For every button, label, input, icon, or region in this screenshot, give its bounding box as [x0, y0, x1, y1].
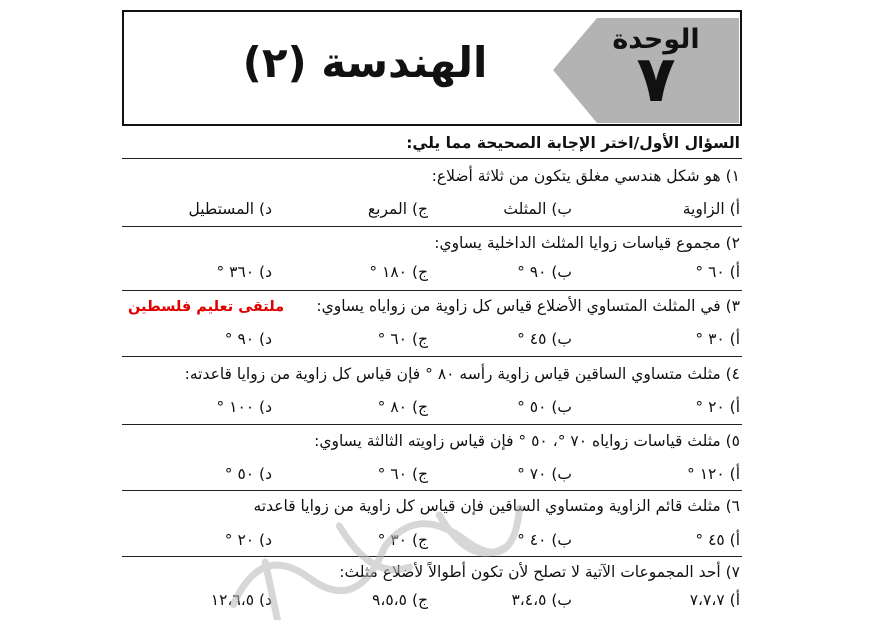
- question-2-option-c[interactable]: ج) ١٨٠ °: [369, 263, 428, 281]
- question-2-text: ٢) مجموع قياسات زوايا المثلث الداخلية يساوي:: [434, 234, 740, 252]
- question-6-option-d[interactable]: د) ٢٠ °: [224, 531, 272, 549]
- question-5-option-d[interactable]: د) ٥٠ °: [224, 465, 272, 483]
- divider: [122, 158, 742, 159]
- question-3-option-a[interactable]: أ) ٣٠ °: [695, 330, 740, 348]
- watermark: [205, 480, 535, 620]
- question-5-option-b[interactable]: ب) ٧٠ °: [517, 465, 572, 483]
- page-title: الهندسة (٢): [242, 38, 488, 87]
- section-title: السؤال الأول/اختر الإجابة الصحيحة مما يلي:: [406, 134, 740, 152]
- question-4-option-a[interactable]: أ) ٢٠ °: [695, 398, 740, 416]
- question-7-option-c[interactable]: ج) ٩،٥،٥: [372, 591, 428, 609]
- question-3-option-c[interactable]: ج) ٦٠ °: [377, 330, 428, 348]
- question-3-option-d[interactable]: د) ٩٠ °: [224, 330, 272, 348]
- question-5-option-c[interactable]: ج) ٦٠ °: [377, 465, 428, 483]
- divider: [122, 424, 742, 425]
- question-1-option-d[interactable]: د) المستطيل: [188, 200, 272, 218]
- question-7-text: ٧) أحد المجموعات الآتية لا تصلح لأن تكون أطوالاً لأضلاع مثلث:: [339, 563, 740, 581]
- question-4-option-b[interactable]: ب) ٥٠ °: [517, 398, 572, 416]
- brand-label: ملتقى تعليم فلسطين: [128, 299, 285, 315]
- question-3-option-b[interactable]: ب) ٤٥ °: [517, 330, 572, 348]
- unit-label: الوحدة: [612, 24, 700, 55]
- question-1-option-b[interactable]: ب) المثلث: [503, 200, 572, 218]
- question-6-option-a[interactable]: أ) ٤٥ °: [695, 531, 740, 549]
- question-7-option-d[interactable]: د) ١٢،٦،٥: [210, 591, 272, 609]
- question-7-option-a[interactable]: أ) ٧،٧،٧: [689, 591, 740, 609]
- question-2-option-d[interactable]: د) ٣٦٠ °: [216, 263, 272, 281]
- question-5-option-a[interactable]: أ) ١٢٠ °: [687, 465, 740, 483]
- question-7-option-b[interactable]: ب) ٣،٤،٥: [511, 591, 572, 609]
- question-2-option-a[interactable]: أ) ٦٠ °: [695, 263, 740, 281]
- divider: [122, 226, 742, 227]
- question-1-text: ١) هو شكل هندسي مغلق يتكون من ثلاثة أضلاع:: [431, 167, 740, 185]
- unit-number: ٧: [636, 43, 676, 117]
- question-5-text: ٥) مثلث قياسات زواياه ٧٠ °، ٥٠ ° فإن قياس زاويته الثالثة يساوي:: [314, 432, 740, 450]
- question-2-option-b[interactable]: ب) ٩٠ °: [517, 263, 572, 281]
- question-1-option-c[interactable]: ج) المربع: [367, 200, 428, 218]
- question-6-option-c[interactable]: ج) ٣٠ °: [377, 531, 428, 549]
- divider: [122, 290, 742, 291]
- divider: [122, 356, 742, 357]
- question-1-option-a[interactable]: أ) الزاوية: [682, 200, 740, 218]
- question-6-text: ٦) مثلث قائم الزاوية ومتساوي الساقين فإن قياس كل زاوية من زوايا قاعدته: [253, 497, 740, 515]
- question-4-option-c[interactable]: ج) ٨٠ °: [377, 398, 428, 416]
- question-6-option-b[interactable]: ب) ٤٠ °: [517, 531, 572, 549]
- question-4-option-d[interactable]: د) ١٠٠ °: [216, 398, 272, 416]
- question-3-text: ٣) في المثلث المتساوي الأضلاع قياس كل زاوية من زواياه يساوي:: [316, 297, 740, 315]
- question-4-text: ٤) مثلث متساوي الساقين قياس زاوية رأسه ٨٠ ° فإن قياس كل زاوية من زوايا قاعدته:: [184, 365, 740, 383]
